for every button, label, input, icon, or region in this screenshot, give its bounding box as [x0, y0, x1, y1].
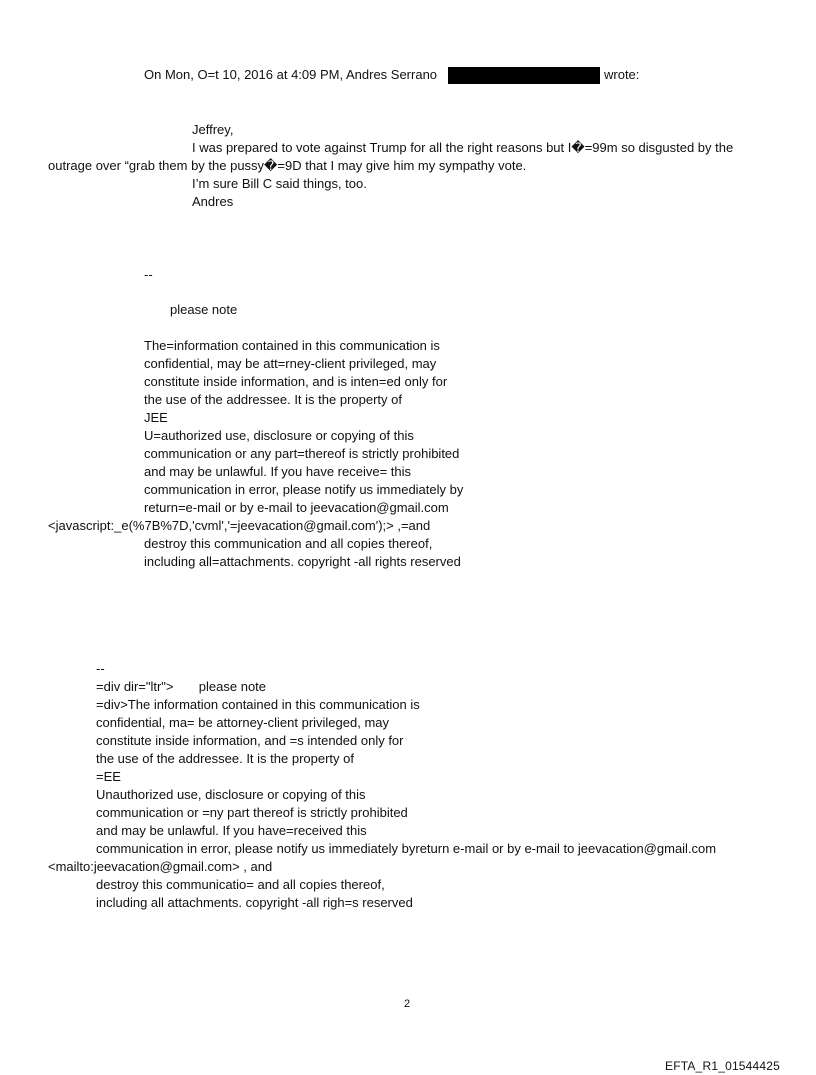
signature-separator: --	[96, 661, 105, 676]
disclaimer-line: constitute inside information, and is inten=ed only for	[144, 374, 448, 389]
disclaimer-line: communication or any part=thereof is strictly prohibited	[144, 446, 460, 461]
disclaimer-line: <mailto:jeevacation@gmail.com> , and	[48, 859, 273, 874]
message-signature: Andres	[192, 194, 234, 209]
disclaimer-line: communication or =ny part thereof is strictly prohibited	[96, 805, 408, 820]
disclaimer-line: return=e-mail or by e-mail to jeevacation@gmail.com	[144, 500, 449, 515]
page-number: 2	[404, 998, 411, 1010]
email-header-prefix: On Mon, O=t 10, 2016 at 4:09 PM, Andres Serrano	[144, 67, 438, 82]
disclaimer-line: the use of the addressee. It is the property of	[144, 392, 402, 407]
signature-separator: --	[144, 267, 153, 282]
disclaimer-line: Unauthorized use, disclosure or copying of this	[96, 787, 366, 802]
disclaimer-title: =div dir="ltr"> please note	[96, 679, 267, 694]
disclaimer-line: =div>The information contained in this communication is	[96, 697, 420, 712]
disclaimer-title: please note	[170, 302, 238, 317]
disclaimer-line: The=information contained in this communication is	[144, 338, 440, 353]
email-header-suffix: wrote:	[604, 67, 640, 82]
disclaimer-line: and may be unlawful. If you have=received this	[96, 823, 367, 838]
message-line: outrage over “grab them by the pussy�=9D that I may give him my sympathy vote.	[48, 158, 527, 173]
disclaimer-line: constitute inside information, and =s intended only for	[96, 733, 404, 748]
disclaimer-line: U=authorized use, disclosure or copying of this	[144, 428, 414, 443]
disclaimer-line: the use of the addressee. It is the property of	[96, 751, 354, 766]
disclaimer-line: communication in error, please notify us immediately by	[144, 482, 464, 497]
message-greeting: Jeffrey,	[192, 122, 234, 137]
message-line: I was prepared to vote against Trump for all the right reasons but I�=99m so disgusted by the	[192, 140, 734, 155]
bates-number: EFTA_R1_01544425	[665, 1059, 781, 1073]
redaction-block	[448, 67, 600, 84]
disclaimer-line: =EE	[96, 769, 121, 784]
disclaimer-line: JEE	[144, 410, 168, 425]
disclaimer-line: confidential, ma= be attorney-client privileged, may	[96, 715, 390, 730]
disclaimer-line: and may be unlawful. If you have receive= this	[144, 464, 412, 479]
message-line: I’m sure Bill C said things, too.	[192, 176, 367, 191]
disclaimer-line: confidential, may be att=rney-client privileged, may	[144, 356, 437, 371]
disclaimer-line: destroy this communication and all copies thereof,	[144, 536, 433, 551]
disclaimer-line: <javascript:_e(%7B%7D,'cvml','=jeevacation@gmail.com');> ,=and	[48, 518, 431, 533]
disclaimer-line: destroy this communicatio= and all copies thereof,	[96, 877, 385, 892]
disclaimer-line: communication in error, please notify us immediately byreturn e-mail or by e-mail to jeevacation@gmail.com	[96, 841, 717, 856]
disclaimer-line: including all attachments. copyright -all righ=s reserved	[96, 895, 413, 910]
disclaimer-line: including all=attachments. copyright -all rights reserved	[144, 554, 461, 569]
